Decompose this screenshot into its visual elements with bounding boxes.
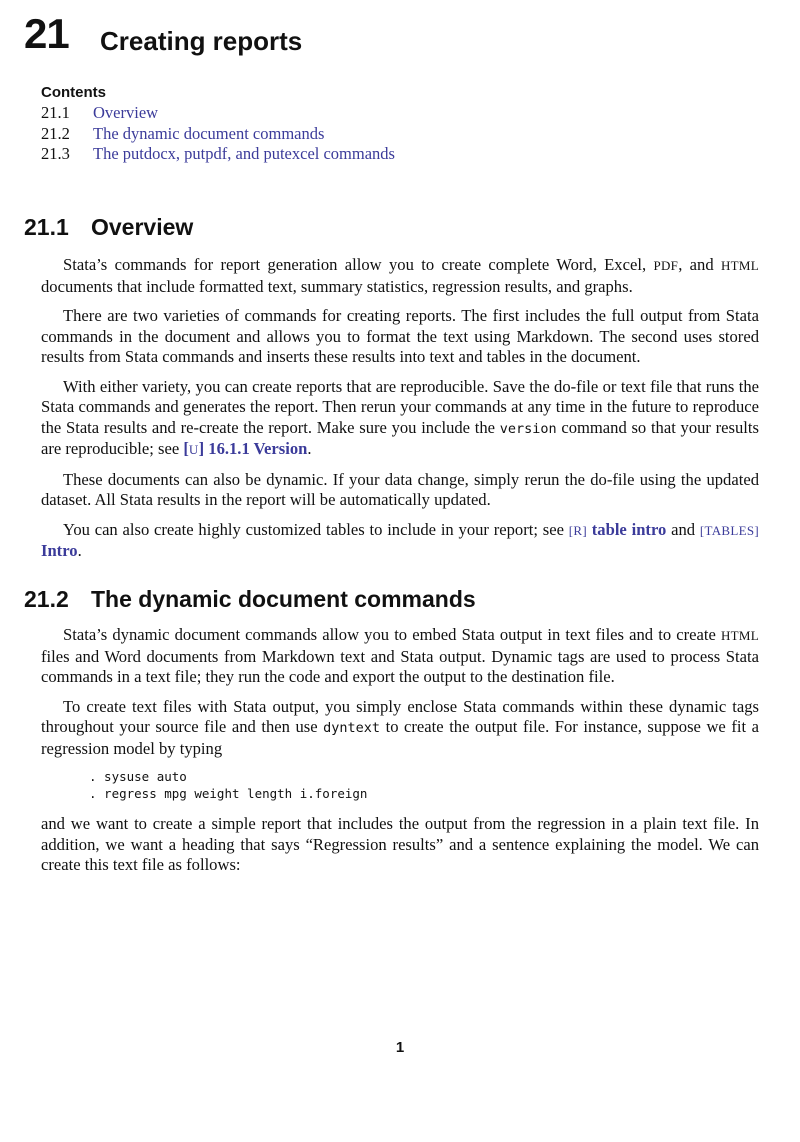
text: files and Word documents from Markdown text and Stata output. Dynamic tags are used to process Stata commands in a text file; they run the code and export the output to the destination file. (41, 646, 759, 686)
text: documents that include formatted text, summary statistics, regression results, and graphs. (41, 276, 633, 296)
text: . (307, 439, 312, 458)
toc-number: 21.2 (41, 123, 70, 143)
code-line: . sysuse auto (89, 769, 187, 784)
section-body-overview (41, 255, 759, 571)
text: You can also create highly customized tables to include in your report; see (63, 519, 569, 539)
section-number: 21.1 (24, 214, 69, 240)
code-block (89, 768, 759, 802)
toc-link-putdocx[interactable]: The putdocx, putpdf, and putexcel commands (93, 144, 395, 163)
text: and (666, 519, 700, 539)
text: Stata’s dynamic document commands allow you to embed Stata output in text files and to create (63, 625, 721, 644)
section-title: The dynamic document commands (91, 586, 476, 612)
section-body-dynamic (41, 625, 759, 885)
link-intro[interactable]: Intro (41, 541, 78, 560)
chapter-number: 21 (24, 10, 69, 57)
paragraph (41, 377, 759, 461)
text: Stata’s commands for report generation allow you to create complete Word, Excel, (63, 255, 654, 274)
contents-heading: Contents (41, 84, 106, 101)
toc-item[interactable] (41, 103, 395, 124)
table-of-contents (41, 84, 395, 165)
chapter-heading (24, 10, 303, 58)
paragraph (41, 255, 759, 297)
section-number: 21.2 (24, 586, 69, 612)
text: To create text files with Stata output, you simply enclose Stata commands within these dynamic tags throughout your source file and then use (41, 696, 759, 736)
toc-number: 21.3 (41, 144, 70, 163)
link-manual-tables[interactable]: [TABLES] (699, 522, 759, 538)
paragraph: There are two varieties of commands for creating reports. The first includes the full output from Stata commands in the document and allows you to format the text using Markdown. The second uses stored results from Stata commands and inserts these results into text and tables in the document. (41, 306, 759, 366)
acronym-html: HTML (720, 258, 759, 273)
page-number: 1 (395, 1039, 405, 1056)
manual-abbrev: U (188, 442, 199, 457)
chapter-title: Creating reports (100, 26, 303, 56)
link-table-intro[interactable]: table intro (591, 519, 667, 539)
paragraph (41, 625, 759, 688)
toc-link-overview[interactable]: Overview (93, 103, 159, 122)
paragraph: and we want to create a simple report that includes the output from the regression in a plain text file. In addition, we want a heading that says “Regression results” and a sentence explaining the model. We can create this text file as follows: (41, 814, 759, 874)
toc-link-dynamic-document[interactable]: The dynamic document commands (93, 123, 325, 143)
text: to create the output file. For instance, suppose we fit a regression model by typing (41, 717, 759, 758)
paragraph (41, 697, 759, 760)
link-text: ] 16.1.1 Version (198, 439, 308, 458)
command-dyntext: dyntext (323, 720, 381, 736)
section-heading-dynamic (24, 586, 476, 613)
toc-item[interactable] (41, 144, 395, 165)
section-heading-overview (24, 214, 193, 241)
text: . (77, 541, 82, 560)
text: , and (678, 255, 721, 274)
command-version: version (499, 420, 557, 437)
text: With either variety, you can create reports that are reproducible. Save the do-file or text file that runs the Stata commands and generates the report. Then rerun your commands at any time in the future to reproduce the Stata results and re-create the report. Make sure you include the (41, 376, 759, 437)
link-manual-r[interactable]: [R] (568, 522, 587, 538)
acronym-pdf: PDF (653, 258, 679, 273)
paragraph (41, 520, 759, 562)
text: command so that your results are reproducible; see (41, 417, 759, 458)
code-line: . regress mpg weight length i.foreign (89, 786, 368, 801)
paragraph: These documents can also be dynamic. If your data change, simply rerun the do-file using the updated dataset. All Stata results in the report will be automatically updated. (41, 469, 759, 509)
section-title: Overview (91, 214, 194, 240)
acronym-html: HTML (720, 628, 759, 643)
toc-number: 21.1 (41, 103, 70, 122)
link-u-version[interactable] (183, 439, 307, 458)
toc-item[interactable] (41, 124, 395, 145)
bracket: [ (183, 439, 189, 458)
